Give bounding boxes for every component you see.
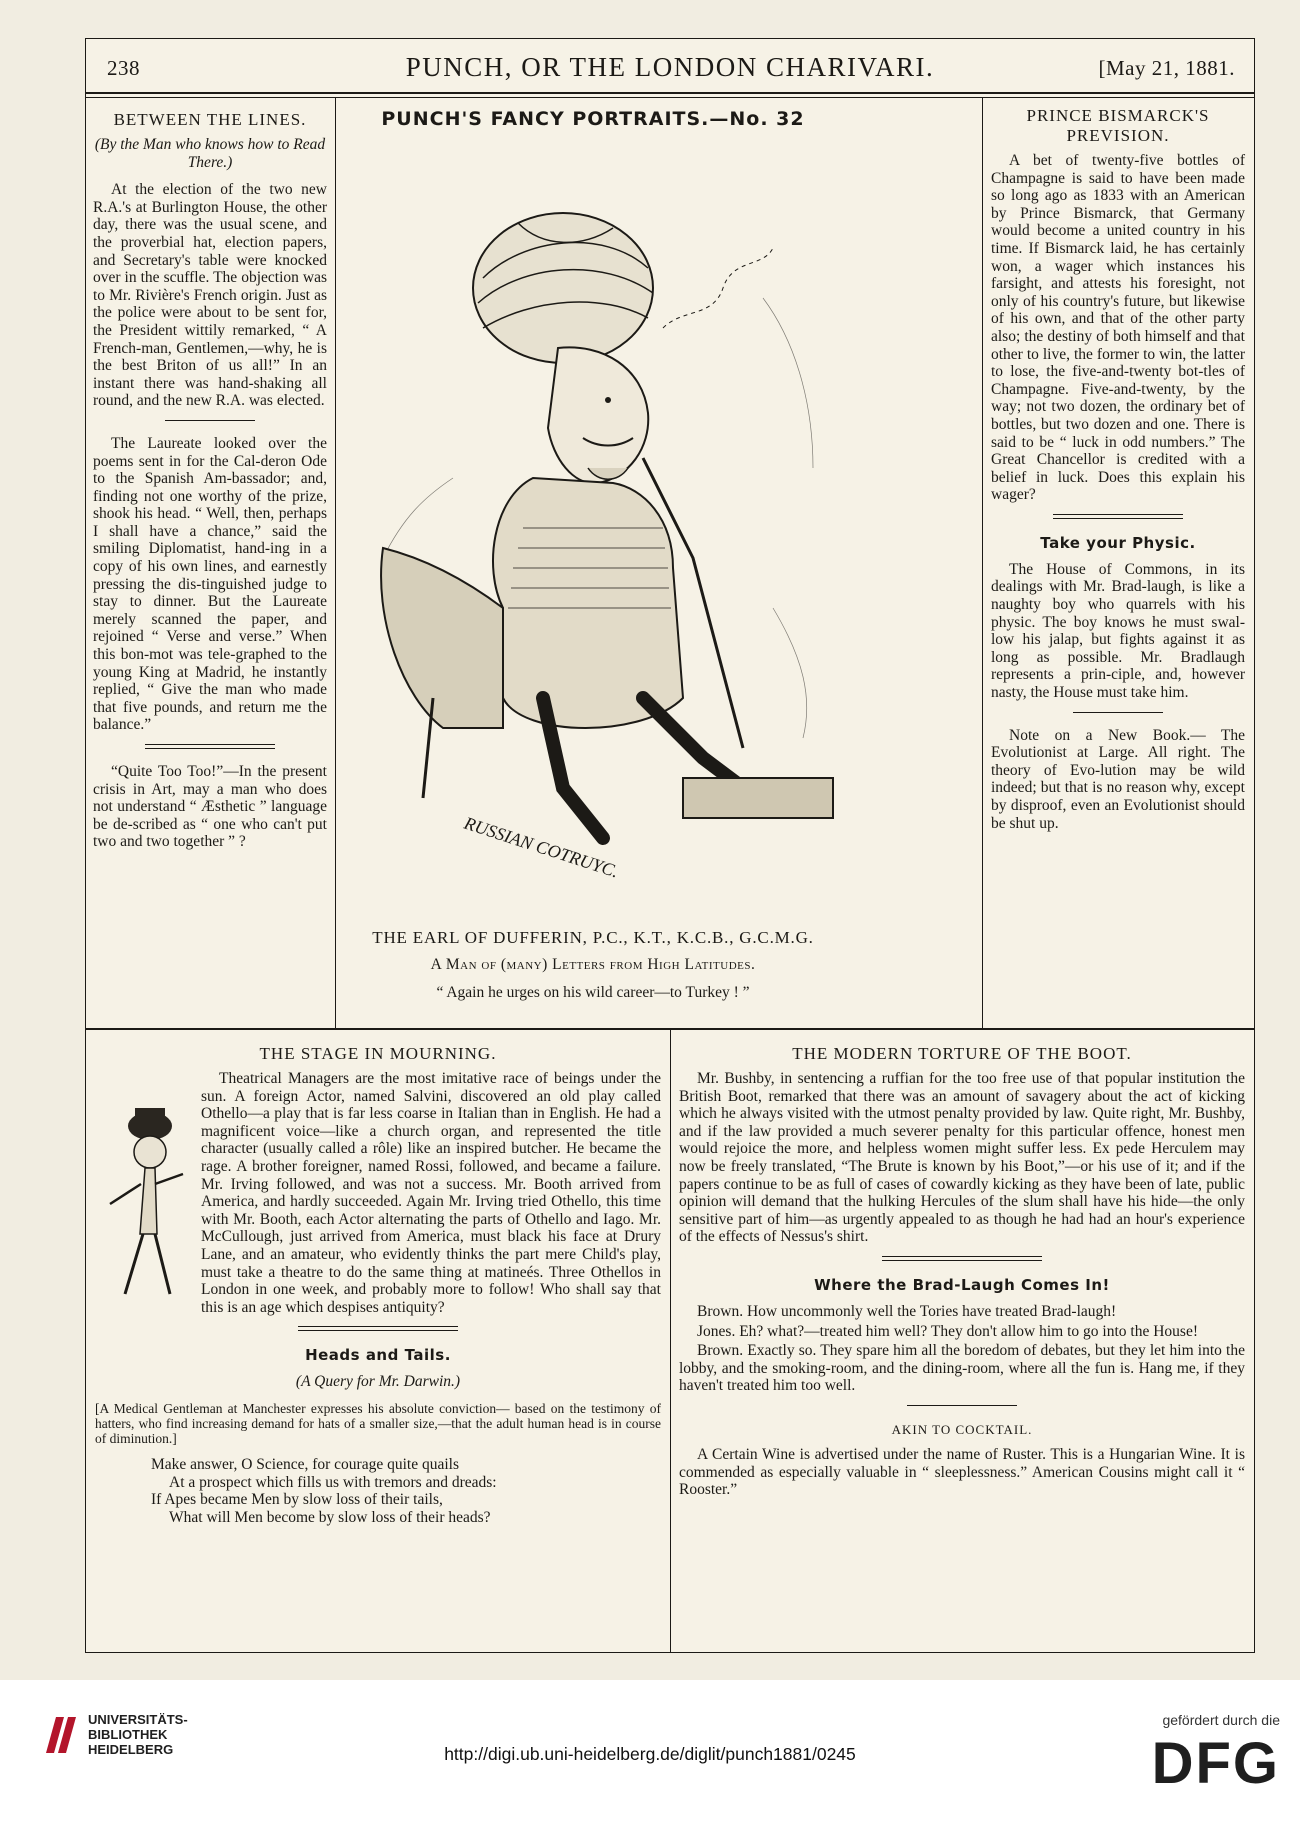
page-date: [May 21, 1881. <box>1098 56 1235 80</box>
between-lines-paragraph-2: The Laureate looked over the poems sent in for the Cal-deron Ode to the Spanish Am-bassador; and, finding not one worthy of the prize, shook his head. “ Well, then, perhaps I shall have a chance,” said the smiling Diplomatist, hand-ing in a copy of his own lines, and earnestly pressing the dis-tinguished judge to stay to dinner. But the Laureate merely scanned the paper, and rejoined “ Verse and verse.” When this bon-mot was tele-graphed to the young King at Madrid, he instantly replied, “ Give the man who made that five pounds, and return me the balance.” <box>93 434 327 734</box>
library-name-line: HEIDELBERG <box>88 1742 174 1757</box>
physic-paragraph: The House of Commons, in its dealings with Mr. Brad-laugh, is like a naughty boy who quarrels with his physic. The boy knows he must swal-low his jalap, but fights against it as long as possible. Mr. Bradlaugh represents a prin-ciple, and, however nasty, the House must take him. <box>991 560 1245 702</box>
dialogue-line: Jones. Eh? what?—treated him well? They don't allow him to go into the House! <box>697 1322 1198 1340</box>
between-lines-paragraph-1: At the election of the two new R.A.'s at Burlington House, the other day, there was the usual scene, and the proverbial hat, election papers, and Secretary's table were knocked over in the scuffle. The objection was to Mr. Rivière's French origin. Just as the police were about to be sent for, the President wittily remarked, “ A French-man, Gentlemen,—why, he is the best Briton of us all!” In an instant there was hand-shaking all round, and the new R.A. was elected. <box>93 181 327 410</box>
column-divider-bottom <box>670 1030 671 1653</box>
brad-laugh-heading: Where the Brad-Laugh Comes In! <box>814 1275 1110 1294</box>
frame-top <box>85 38 1255 39</box>
dialogue-line: Brown. How uncommonly well the Tories have treated Brad-laugh! <box>697 1302 1117 1320</box>
page-title: PUNCH, OR THE LONDON CHARIVARI. <box>405 52 935 82</box>
right-column <box>991 106 1245 842</box>
dfg-logo: DFG <box>1151 1731 1280 1796</box>
bismarck-heading: PRINCE BISMARCK'S PREVISION. <box>1026 106 1210 145</box>
caption-name: THE EARL OF DUFFERIN, P.C., K.T., K.C.B., G.C.M.G. <box>372 928 814 947</box>
library-name-line: UNIVERSITÄTS- <box>88 1712 188 1727</box>
column-divider-right <box>982 98 983 1028</box>
header-rule-thin <box>85 97 1255 98</box>
separator <box>907 1405 1017 1406</box>
heads-tails-subheading: (A Query for Mr. Darwin.) <box>295 1373 461 1391</box>
frame-right <box>1254 38 1255 1653</box>
between-lines-heading: BETWEEN THE LINES. <box>113 110 307 129</box>
separator-double <box>882 1256 1042 1261</box>
sponsor-text: gefördert durch die <box>1162 1712 1280 1728</box>
separator-double <box>1053 514 1183 519</box>
cocktail-heading: AKIN TO COCKTAIL. <box>891 1421 1033 1437</box>
physic-heading: Take your Physic. <box>1040 533 1196 552</box>
cartoon-illustration <box>343 138 843 918</box>
between-lines-subheading: (By the Man who knows how to Read There.) <box>94 136 326 171</box>
library-name-line: BIBLIOTHEK <box>88 1727 168 1742</box>
bismarck-paragraph: A bet of twenty-five bottles of Champagne is said to have been made so long ago as 1833 with an American by Prince Bismarck, that Germany would become a united country in his time. If Bismarck laid, he has certainly won, a wager which instances his farsight, and attests his foresight, not only of his country's future, but likewise of his own, and that of the other party also; the destiny of both himself and that other to live, the former to win, the latter to lose, the five-and-twenty bot-tles of Champagne. Five-and-twenty, by the way; not two dozen, the ordinary bet of bottles, but two dozen and one. There is said to be “ luck in odd numbers.” The Great Chancellor is credited with a belief in luck. Does this explain his wager? <box>991 152 1245 504</box>
separator-double <box>145 744 275 749</box>
heads-tails-heading: Heads and Tails. <box>305 1346 451 1365</box>
column-divider-left <box>335 98 336 1028</box>
separator <box>1073 712 1163 713</box>
heads-tails-poem <box>151 1456 661 1526</box>
stage-mourning-heading: THE STAGE IN MOURNING. <box>259 1044 497 1063</box>
bottom-right-column <box>679 1044 1245 1509</box>
dialogue-line: Brown. Exactly so. They spare him all the boredom of debates, but they let him into the lobby, and the smoking-room, and the dining-room, where all the fun is. Hang me, if they haven't treated him too well. <box>679 1342 1245 1395</box>
heads-tails-note: [A Medical Gentleman at Manchester expresses his absolute conviction— based on the testimony of hatters, who find increasing demand for hats of a smaller size,—that the adult human head is in course of diminution.] <box>95 1400 661 1446</box>
boot-torture-paragraph: Mr. Bushby, in sentencing a ruffian for the too free use of that popular institution the British Boot, remarked that there was an amount of savagery about the act of kicking which he always visited with the utmost penalty provided by law. Quite right, Mr. Bushby, and if the law provided a much severer penalty for this particular offence, honest men would rejoice the more, and helpless women might suffer less. Ex pede Herculem may now be freely translated, “The Brute is known by his Boot,”—or his use of it; and if the papers continue to be as full of cases of cowardly kicking as they have been of late, public opinion will demand that the hulking Hercules of the slum shall have his hide—the only sensitive part of him—as urgently appealed to as though he had had an hour's experience of the effects of Nessus's shirt. <box>679 1070 1245 1246</box>
source-url-link[interactable]: http://digi.ub.uni-heidelberg.de/diglit/punch1881/0245 <box>444 1744 856 1764</box>
stage-mourning-paragraph: Theatrical Managers are the most imitative race of beings under the sun. A foreign Actor, named Salvini, discovered an old play called Othello—a play that is far less coarse in Italian than in English. He had a magnificent voice—like a church organ, and represented the title character (usually called a rôle) like an inspired butcher. He became the rage. A brother foreigner, named Rossi, followed, and became a failure. Mr. Irving followed, and was not a success. Mr. Booth arrived from America, and hardly succeeded. Again Mr. Irving tried Othello, this time with Mr. Booth, each Actor alternating the parts of Othello and Iago. Mr. McCullough, just arrived from America, must black his face at Drury Lane, and an amateur, who evidently thinks the part mere Child's play, must take a theatre to do the same thing at matineés. Three Othellos in London in one week, and probably more to follow! Who shall say that this is an age which despises antiquity? <box>201 1070 661 1316</box>
poem-line: What will Men become by slow loss of their heads? <box>169 1508 491 1526</box>
newspaper-page <box>85 38 1255 1653</box>
separator <box>165 420 255 421</box>
header-rule <box>85 92 1255 94</box>
poem-line: If Apes became Men by slow loss of their tails, <box>151 1491 443 1509</box>
between-lines-paragraph-3: “Quite Too Too!”—In the present crisis in Art, may a man who does not understand “ Æsthetic ” language be de-scribed as “ one who can't put two and two together ” ? <box>93 763 327 851</box>
poem-line: Make answer, O Science, for courage quite quails <box>151 1455 459 1473</box>
left-column <box>93 110 327 861</box>
new-book-paragraph: Note on a New Book.— The Evolutionist at Large. All right. The theory of Evo-lution may be wild indeed; but that is no reason why, except by disproof, even an Evolutionist should be shut up. <box>991 726 1245 832</box>
separator-double <box>298 1326 458 1331</box>
actor-caricature-illustration <box>95 1104 191 1304</box>
frame-left <box>85 38 86 1653</box>
caption-quote: “ Again he urges on his wild career—to Turkey ! ” <box>436 984 750 1001</box>
poem-line: At a prospect which fills us with tremors and dreads: <box>169 1473 497 1491</box>
cocktail-paragraph: A Certain Wine is advertised under the name of Ruster. This is a Hungarian Wine. It is commended as especially valuable in “ sleeplessness.” American Cousins might call it “ Rooster.” <box>679 1445 1245 1499</box>
fancy-portraits-title: PUNCH'S FANCY PORTRAITS.—No. 32 <box>381 108 805 130</box>
boot-torture-heading: THE MODERN TORTURE OF THE BOOT. <box>792 1044 1132 1063</box>
bottom-left-column <box>95 1044 661 1536</box>
cartoon-label: RUSSIAN COTRUYC. <box>461 812 622 882</box>
caption-subtitle: A Man of (many) Letters from High Latitudes. <box>430 956 756 973</box>
page-number: 238 <box>107 56 140 80</box>
